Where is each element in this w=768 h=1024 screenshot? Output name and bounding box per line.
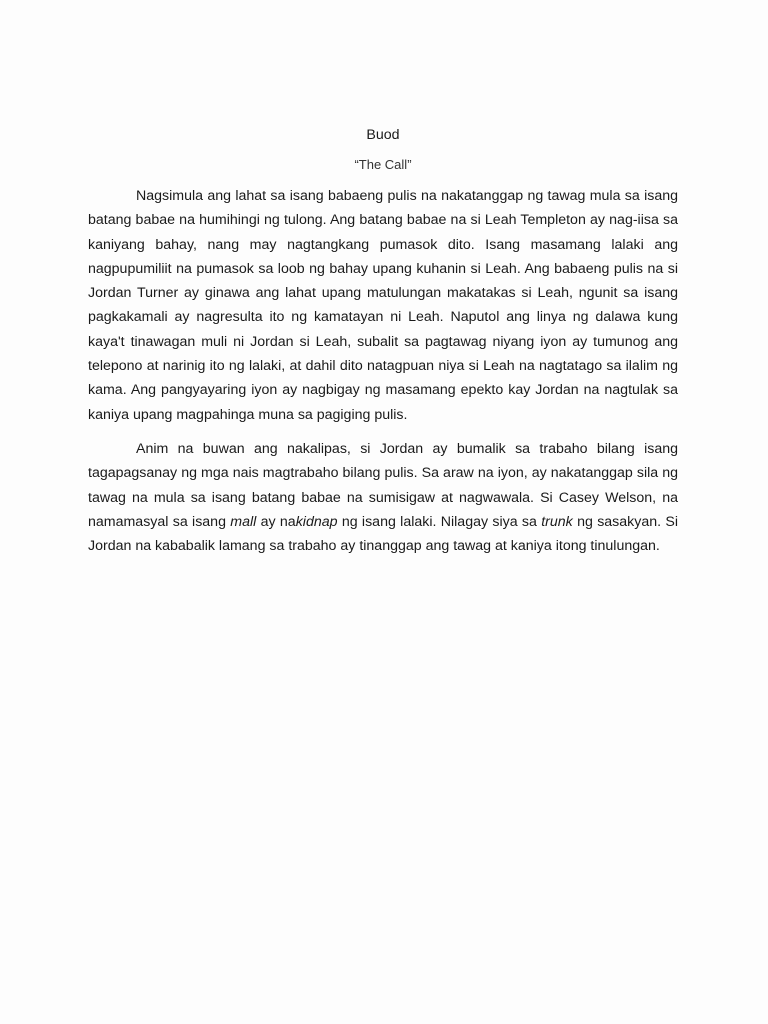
italic-word-mall: mall (230, 513, 257, 530)
document-subtitle: “The Call” (354, 157, 412, 172)
paragraph-2-text-1: Anim na buwan ang nakalipas, si Jordan ay bumalik sa trabaho bilang isang tagapagsanay ng mga nais magtrabaho bilang pulis. Sa araw na iyon, ay nakatanggap sila ng tawag na mula sa isang batang babae na sumisigaw at nagwawala. Si Casey Welson, na namamasyal sa isang (88, 440, 678, 530)
paragraph-2-text-3: ng isang lalaki. Nilagay siya sa (337, 513, 542, 530)
document-body (88, 124, 678, 558)
paragraph-2-text-2: ay na (256, 513, 296, 530)
paragraph-1: Nagsimula ang lahat sa isang babaeng pulis na nakatanggap ng tawag mula sa isang batang babae na humihingi ng tulong. Ang batang babae na si Leah Templeton ay nag-iisa sa kaniyang bahay, nang may nagtangkang pumasok dito. Isang masamang lalaki ang nagpupumiliit na pumasok sa loob ng bahay upang kuhanin si Leah. Ang babaeng pulis na si Jordan Turner ay ginawa ang lahat upang matulungan makatakas si Leah, ngunit sa isang pagkakamali ay nagresulta ito ng kamatayan ni Leah. Naputol ang linya ng dalawa kung kaya't tinawagan muli ni Jordan si Leah, subalit sa pagtawag niyang iyon ay tumunog ang telepono at narinig ito ng lalaki, at dahil dito natagpuan niya si Leah na nagtatago sa ilalim ng kama. Ang pangyayaring iyon ay nagbigay ng masamang epekto kay Jordan na nagtulak sa kaniya upang magpahinga muna sa pagiging pulis. (88, 188, 678, 423)
italic-word-trunk: trunk (541, 513, 573, 530)
paragraph-2-text-4: ng sasakyan. Si Jordan na kababalik lamang sa trabaho ay tinanggap ang tawag at kaniya itong tinulungan. (88, 513, 679, 555)
italic-word-kidnap: kidnap (295, 513, 338, 530)
document-title: Buod (366, 127, 400, 143)
paragraph-2 (88, 437, 678, 558)
